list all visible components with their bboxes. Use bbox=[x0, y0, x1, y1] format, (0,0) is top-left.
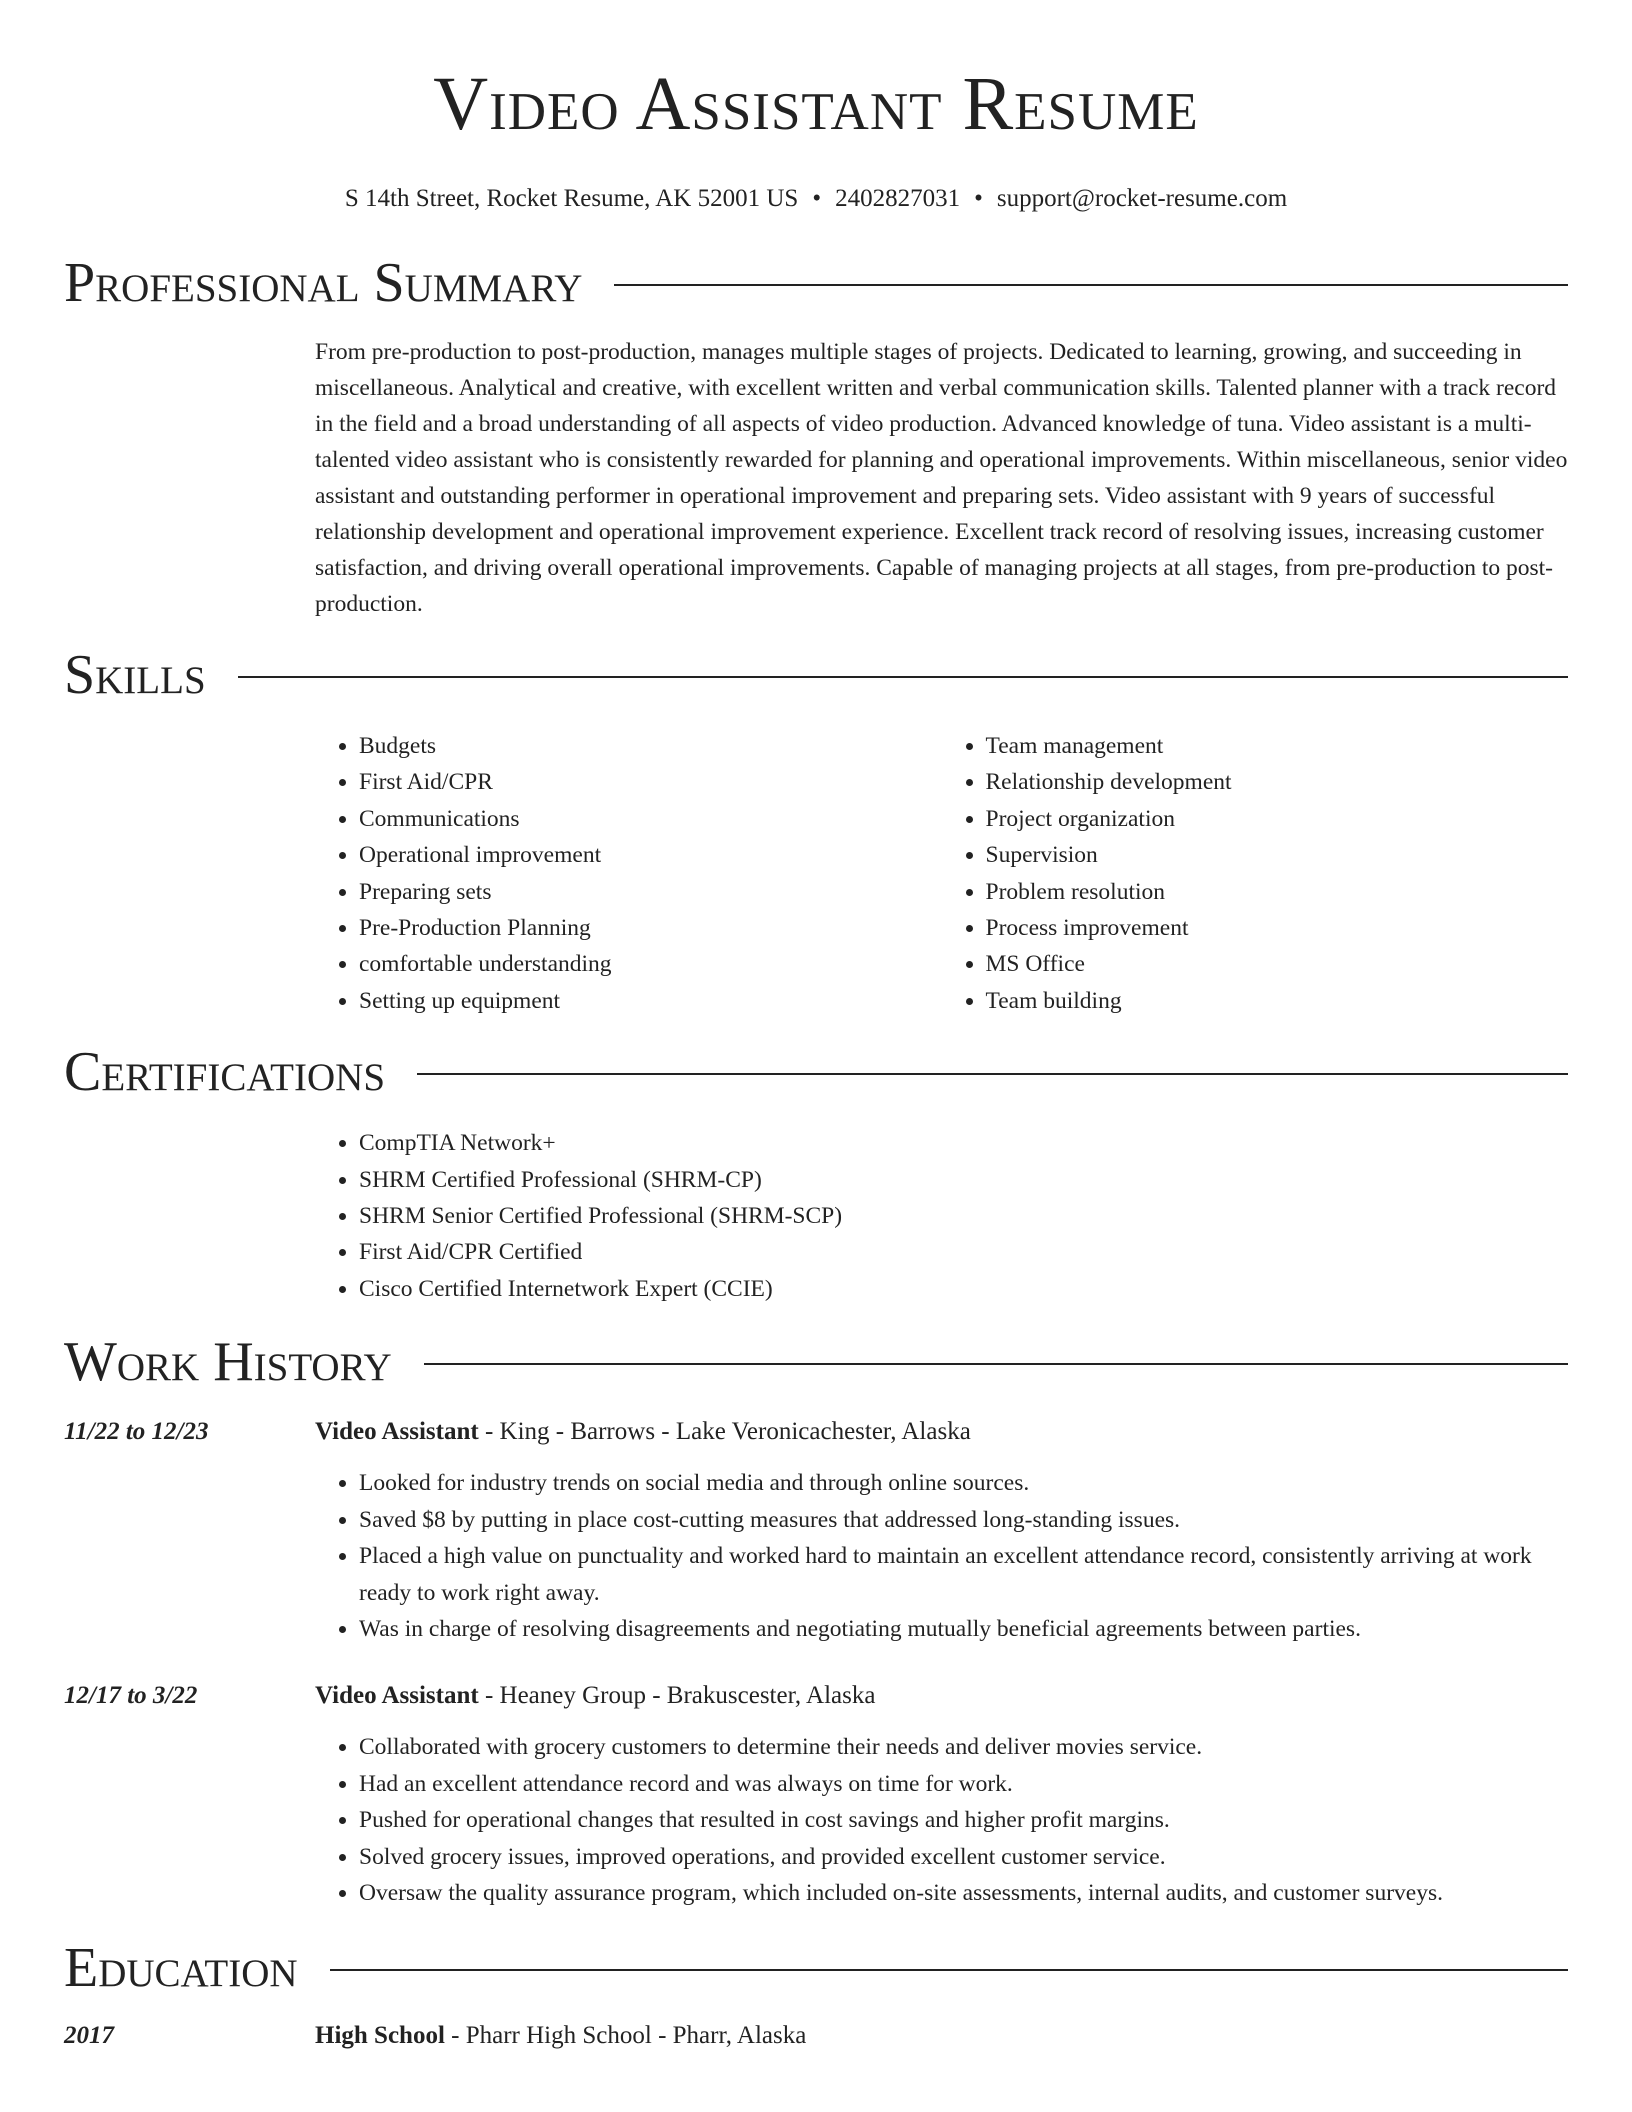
list-item: • Looked for industry trends on social media and through online sources. bbox=[359, 1465, 1568, 1501]
job-bullets bbox=[315, 1465, 1568, 1647]
list-item: • SHRM Certified Professional (SHRM-CP) bbox=[359, 1162, 1568, 1198]
certifications-body bbox=[315, 1125, 1568, 1307]
list-item: • Preparing sets bbox=[359, 874, 942, 910]
list-item: • First Aid/CPR Certified bbox=[359, 1234, 1568, 1270]
list-item: • Operational improvement bbox=[359, 837, 942, 873]
education-details: - Pharr High School - Pharr, Alaska bbox=[444, 2022, 807, 2050]
contact-separator: • bbox=[812, 185, 822, 212]
certifications-header bbox=[64, 1037, 1568, 1107]
job-bullet-list bbox=[315, 1465, 1568, 1647]
list-item: • Collaborated with grocery customers to determine their needs and deliver movies service. bbox=[359, 1729, 1568, 1765]
job-dates: 12/17 to 3/22 bbox=[64, 1682, 198, 1710]
job-header bbox=[64, 1415, 1568, 1449]
section-divider bbox=[614, 284, 1568, 286]
contact-email: support@rocket-resume.com bbox=[996, 185, 1288, 212]
work-history-header bbox=[64, 1327, 1568, 1397]
summary-text: From pre-production to post-production, manages multiple stages of projects. Dedicated to learning, growing, and succeeding in miscellaneous. Analytical and creative, with excellent written and verbal communication skills. Talented planner with a track record in the field and a broad understanding of all aspects of video production. Advanced knowledge of tuna. Video assistant is a multi-talented video assistant who is consistently rewarded for planning and operational improvements. Within miscellaneous, senior video assistant and outstanding performer in operational improvement and preparing sets. Video assistant with 9 years of successful relationship development and operational improvement experience. Excellent track record of resolving issues, increasing customer satisfaction, and driving overall operational improvements. Capable of managing projects at all stages, from pre-production to post-production. bbox=[315, 339, 1568, 617]
list-item: • Pre-Production Planning bbox=[359, 910, 942, 946]
section-divider bbox=[417, 1073, 1568, 1075]
job-header bbox=[64, 1679, 1568, 1713]
certifications-list bbox=[315, 1125, 1568, 1307]
skills-columns bbox=[315, 728, 1568, 1019]
job-heading bbox=[315, 1415, 971, 1449]
list-item: • Process improvement bbox=[986, 910, 1569, 946]
education-entry bbox=[64, 2019, 1568, 2053]
list-item: • comfortable understanding bbox=[359, 946, 942, 982]
job-details: - Heaney Group - Brakuscester, Alaska bbox=[478, 1682, 876, 1710]
work-history-heading: Work History bbox=[64, 1331, 392, 1394]
resume-page bbox=[64, 0, 1568, 2053]
job-bullet-list bbox=[315, 1729, 1568, 1911]
work-history-section bbox=[64, 1327, 1568, 1911]
list-item: • First Aid/CPR bbox=[359, 764, 942, 800]
list-item: • Oversaw the quality assurance program, which included on-site assessments, internal audits, and customer surveys. bbox=[359, 1875, 1568, 1911]
education-year: 2017 bbox=[64, 2022, 114, 2050]
list-item: • Team building bbox=[986, 983, 1569, 1019]
education-heading: Education bbox=[64, 1937, 298, 2000]
education-section bbox=[64, 1933, 1568, 2053]
contact-address: S 14th Street, Rocket Resume, AK 52001 US bbox=[344, 185, 799, 212]
education-degree: High School bbox=[315, 2022, 445, 2050]
education-row bbox=[64, 2019, 1568, 2053]
list-item: • Was in charge of resolving disagreements and negotiating mutually beneficial agreements between parties. bbox=[359, 1611, 1568, 1647]
list-item: • CompTIA Network+ bbox=[359, 1125, 1568, 1161]
summary-heading: Professional Summary bbox=[64, 252, 583, 314]
certifications-heading: Certifications bbox=[64, 1041, 386, 1104]
section-divider bbox=[330, 1969, 1568, 1971]
list-item: • Placed a high value on punctuality and worked hard to maintain an excellent attendance record, consistently arriving at work ready to work right away. bbox=[359, 1538, 1568, 1611]
skills-heading: Skills bbox=[64, 644, 206, 706]
contact-line bbox=[64, 182, 1568, 216]
list-item: • Problem resolution bbox=[986, 874, 1569, 910]
list-item: • Solved grocery issues, improved operations, and provided excellent customer service. bbox=[359, 1839, 1568, 1875]
summary-header bbox=[64, 248, 1568, 318]
skills-list-right bbox=[942, 728, 1569, 1019]
list-item: • Had an excellent attendance record and was always on time for work. bbox=[359, 1766, 1568, 1802]
summary-body bbox=[315, 334, 1568, 622]
list-item: • Cisco Certified Internetwork Expert (CCIE) bbox=[359, 1271, 1568, 1307]
skills-section bbox=[64, 640, 1568, 1019]
contact-separator: • bbox=[974, 185, 983, 212]
list-item: • Communications bbox=[359, 801, 942, 837]
resume-title: Video Assistant Resume bbox=[433, 62, 1199, 146]
job-bullets bbox=[315, 1729, 1568, 1911]
contact-phone: 2402827031 bbox=[835, 185, 961, 212]
job-dates: 11/22 to 12/23 bbox=[64, 1418, 209, 1446]
list-item: • MS Office bbox=[986, 946, 1569, 982]
skills-header bbox=[64, 640, 1568, 710]
list-item: • Supervision bbox=[986, 837, 1569, 873]
job-details: - King - Barrows - Lake Veronicachester, Alaska bbox=[478, 1418, 971, 1446]
skills-list-left bbox=[315, 728, 942, 1019]
certifications-section bbox=[64, 1037, 1568, 1307]
education-header bbox=[64, 1933, 1568, 2003]
list-item: • SHRM Senior Certified Professional (SHRM-SCP) bbox=[359, 1198, 1568, 1234]
job-heading bbox=[315, 1679, 875, 1713]
list-item: • Relationship development bbox=[986, 764, 1569, 800]
section-divider bbox=[424, 1363, 1568, 1365]
job-title: Video Assistant bbox=[315, 1418, 479, 1446]
list-item: • Budgets bbox=[359, 728, 942, 764]
job-title: Video Assistant bbox=[315, 1682, 479, 1710]
education-heading-line bbox=[315, 2019, 806, 2053]
list-item: • Setting up equipment bbox=[359, 983, 942, 1019]
list-item: • Project organization bbox=[986, 801, 1569, 837]
list-item: • Saved $8 by putting in place cost-cutting measures that addressed long-standing issues. bbox=[359, 1502, 1568, 1538]
list-item: • Team management bbox=[986, 728, 1569, 764]
section-divider bbox=[238, 676, 1568, 678]
list-item: • Pushed for operational changes that resulted in cost savings and higher profit margins. bbox=[359, 1802, 1568, 1838]
job-entry bbox=[64, 1679, 1568, 1911]
job-entry bbox=[64, 1415, 1568, 1647]
summary-section bbox=[64, 248, 1568, 622]
